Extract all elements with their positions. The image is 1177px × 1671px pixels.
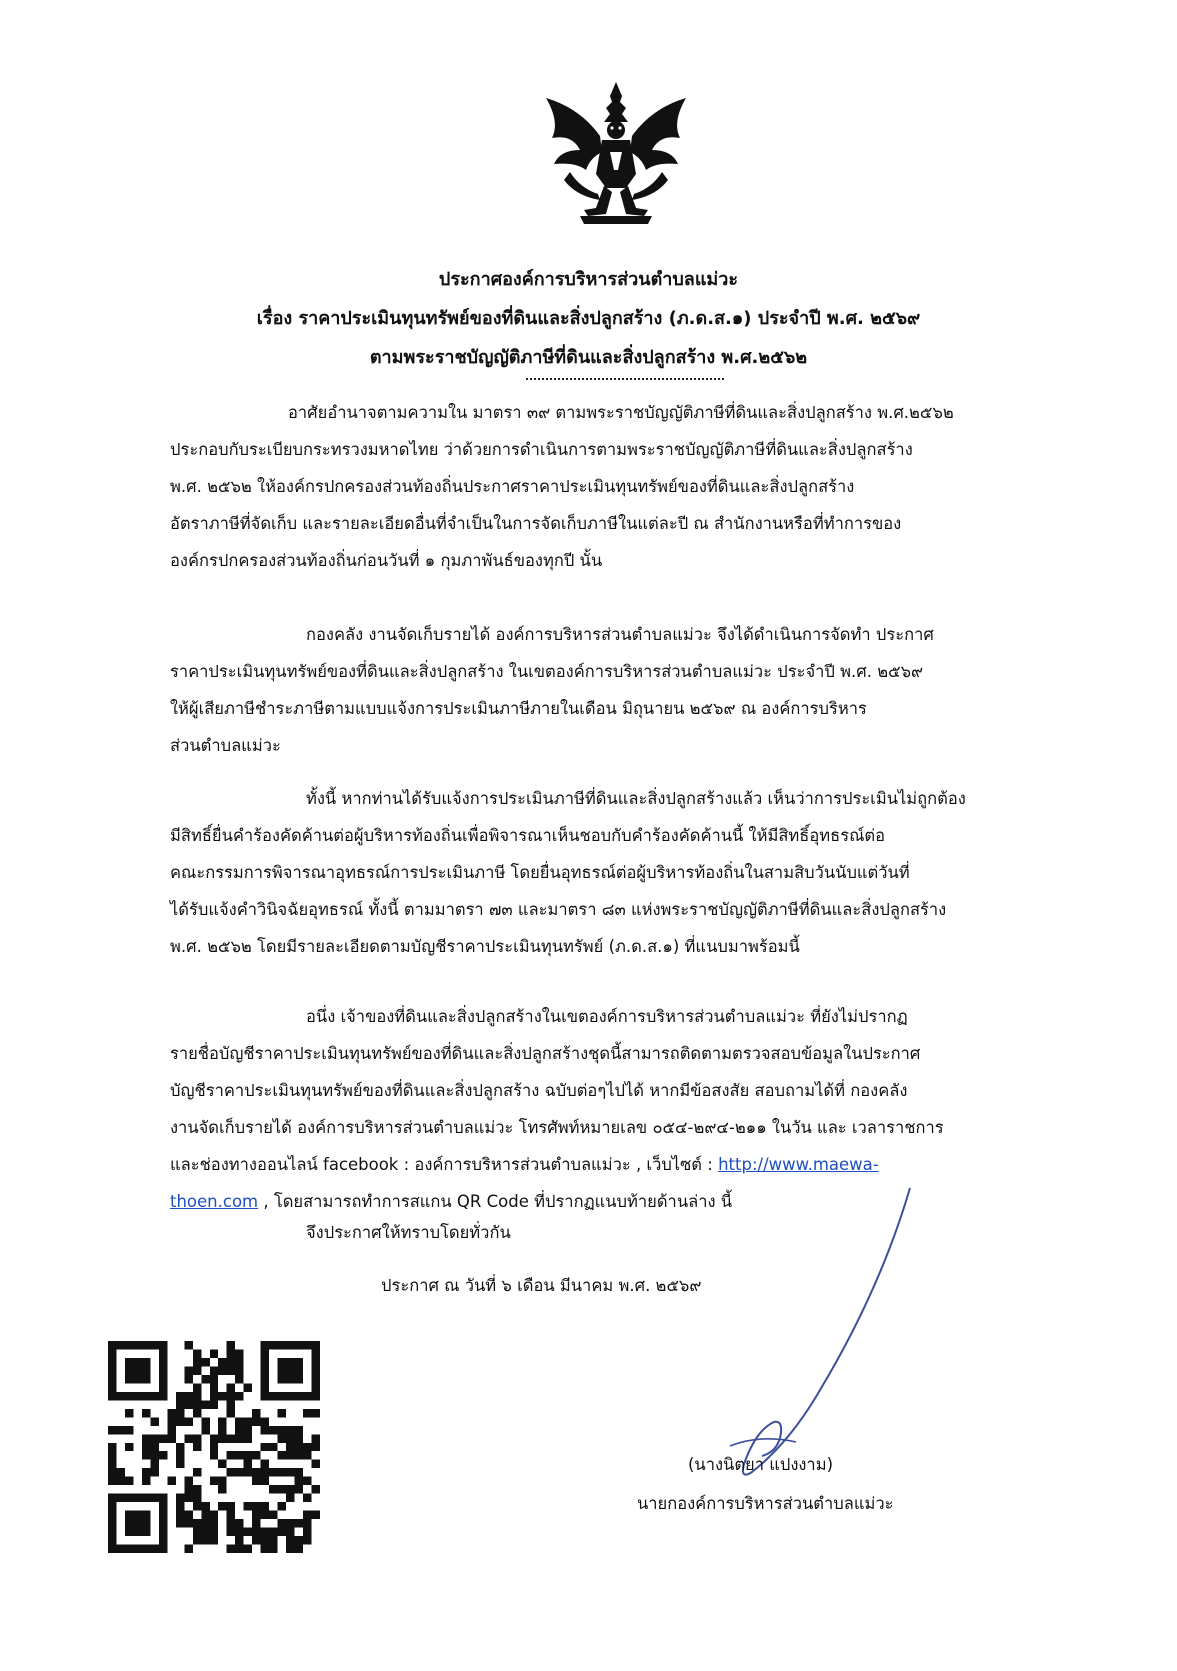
paragraph-line: กองคลัง งานจัดเก็บรายได้ องค์การบริหารส่วนตำบลแม่วะ จึงได้ดำเนินการจัดทำ ประกาศ bbox=[306, 625, 934, 644]
paragraph-line: อัตราภาษีที่จัดเก็บ และรายละเอียดอื่นที่จำเป็นในการจัดเก็บภาษีในแต่ละปี ณ สำนักงานหรือที่ทำการของ bbox=[170, 514, 902, 533]
qr-code[interactable] bbox=[108, 1340, 320, 1554]
announcement-title: ประกาศองค์การบริหารส่วนตำบลแม่วะ bbox=[438, 269, 739, 290]
paragraph-line-with-website bbox=[170, 1152, 879, 1178]
website-link-continued[interactable]: thoen.com bbox=[170, 1192, 259, 1211]
closing-statement: จึงประกาศให้ทราบโดยทั่วกัน bbox=[306, 1223, 511, 1242]
paragraph-line: อาศัยอำนาจตามความใน มาตรา ๓๙ ตามพระราชบัญญัติภาษีที่ดินและสิ่งปลูกสร้าง พ.ศ.๒๕๖๒ bbox=[288, 403, 954, 422]
signatory-name: (นางนิตยา แปงงาม) bbox=[688, 1455, 834, 1474]
paragraph-line: งานจัดเก็บรายได้ องค์การบริหารส่วนตำบลแม่วะ โทรศัพท์หมายเลข ๐๕๔-๒๙๔-๒๑๑ ในวัน และ เวลาราชการ bbox=[170, 1118, 944, 1137]
garuda-emblem-icon bbox=[540, 78, 692, 226]
paragraph-line-qr-note bbox=[170, 1189, 732, 1215]
paragraph-line: พ.ศ. ๒๕๖๒ ให้องค์กรปกครองส่วนท้องถิ่นประกาศราคาประเมินทุนทรัพย์ของที่ดินและสิ่งปลูกสร้าง bbox=[170, 477, 855, 496]
title-divider bbox=[526, 378, 724, 380]
signatory-title: นายกองค์การบริหารส่วนตำบลแม่วะ bbox=[637, 1494, 894, 1513]
announcement-subject: เรื่อง ราคาประเมินทุนทรัพย์ของที่ดินและสิ่งปลูกสร้าง (ภ.ด.ส.๑) ประจำปี พ.ศ. ๒๕๖๙ bbox=[256, 308, 921, 329]
announcement-act-reference: ตามพระราชบัญญัติภาษีที่ดินและสิ่งปลูกสร้าง พ.ศ.๒๕๖๒ bbox=[369, 347, 808, 368]
paragraph-line: อนึ่ง เจ้าของที่ดินและสิ่งปลูกสร้างในเขตองค์การบริหารส่วนตำบลแม่วะ ที่ยังไม่ปรากฏ bbox=[306, 1007, 908, 1026]
paragraph-line: ให้ผู้เสียภาษีชำระภาษีตามแบบแจ้งการประเมินภาษีภายในเดือน มิถุนายน ๒๕๖๙ ณ องค์การบริหาร bbox=[170, 699, 867, 718]
announcement-date: ประกาศ ณ วันที่ ๖ เดือน มีนาคม พ.ศ. ๒๕๖๙ bbox=[381, 1276, 702, 1295]
paragraph-line: มีสิทธิ์ยื่นคำร้องคัดค้านต่อผู้บริหารท้องถิ่นเพื่อพิจารณาเห็นชอบกับคำร้องคัดค้านนี้ ให้มีสิทธิ์อุทธรณ์ต่อ bbox=[170, 826, 886, 845]
paragraph-line: องค์กรปกครองส่วนท้องถิ่นก่อนวันที่ ๑ กุมภาพันธ์ของทุกปี นั้น bbox=[170, 551, 603, 570]
paragraph-line: ราคาประเมินทุนทรัพย์ของที่ดินและสิ่งปลูกสร้าง ในเขตองค์การบริหารส่วนตำบลแม่วะ ประจำปี พ.ศ. ๒๕๖๙ bbox=[170, 662, 924, 681]
paragraph-line: ได้รับแจ้งคำวินิจฉัยอุทธรณ์ ทั้งนี้ ตามมาตรา ๗๓ และมาตรา ๘๓ แห่งพระราชบัญญัติภาษีที่ดินและสิ่งปลูกสร้าง bbox=[170, 900, 947, 919]
paragraph-line: ทั้งนี้ หากท่านได้รับแจ้งการประเมินภาษีที่ดินและสิ่งปลูกสร้างแล้ว เห็นว่าการประเมินไม่ถูกต้อง bbox=[306, 789, 966, 808]
online-channels-text: และช่องทางออนไลน์ facebook : องค์การบริหารส่วนตำบลแม่วะ , เว็บไซต์ : bbox=[170, 1155, 719, 1174]
paragraph-line: คณะกรรมการพิจารณาอุทธรณ์การประเมินภาษี โดยยื่นอุทธรณ์ต่อผู้บริหารท้องถิ่นในสามสิบวันนับแต่วันที่ bbox=[170, 863, 910, 882]
paragraph-line: ส่วนตำบลแม่วะ bbox=[170, 736, 281, 755]
paragraph-line: พ.ศ. ๒๕๖๒ โดยมีรายละเอียดตามบัญชีราคาประเมินทุนทรัพย์ (ภ.ด.ส.๑) ที่แนบมาพร้อมนี้ bbox=[170, 937, 800, 956]
website-link[interactable]: http://www.maewa- bbox=[718, 1155, 879, 1174]
paragraph-line: รายชื่อบัญชีราคาประเมินทุนทรัพย์ของที่ดินและสิ่งปลูกสร้างชุดนี้สามารถติดตามตรวจสอบข้อมูลในประกาศ bbox=[170, 1044, 921, 1063]
qr-instruction-text: , โดยสามารถทำการสแกน QR Code ที่ปรากฏแนบท้ายด้านล่าง นี้ bbox=[258, 1192, 733, 1211]
paragraph-line: บัญชีราคาประเมินทุนทรัพย์ของที่ดินและสิ่งปลูกสร้าง ฉบับต่อๆไปได้ หากมีข้อสงสัย สอบถามได้ที่ กองคลัง bbox=[170, 1081, 908, 1100]
paragraph-line: ประกอบกับระเบียบกระทรวงมหาดไทย ว่าด้วยการดำเนินการตามพระราชบัญญัติภาษีที่ดินและสิ่งปลูกสร้าง bbox=[170, 440, 913, 459]
